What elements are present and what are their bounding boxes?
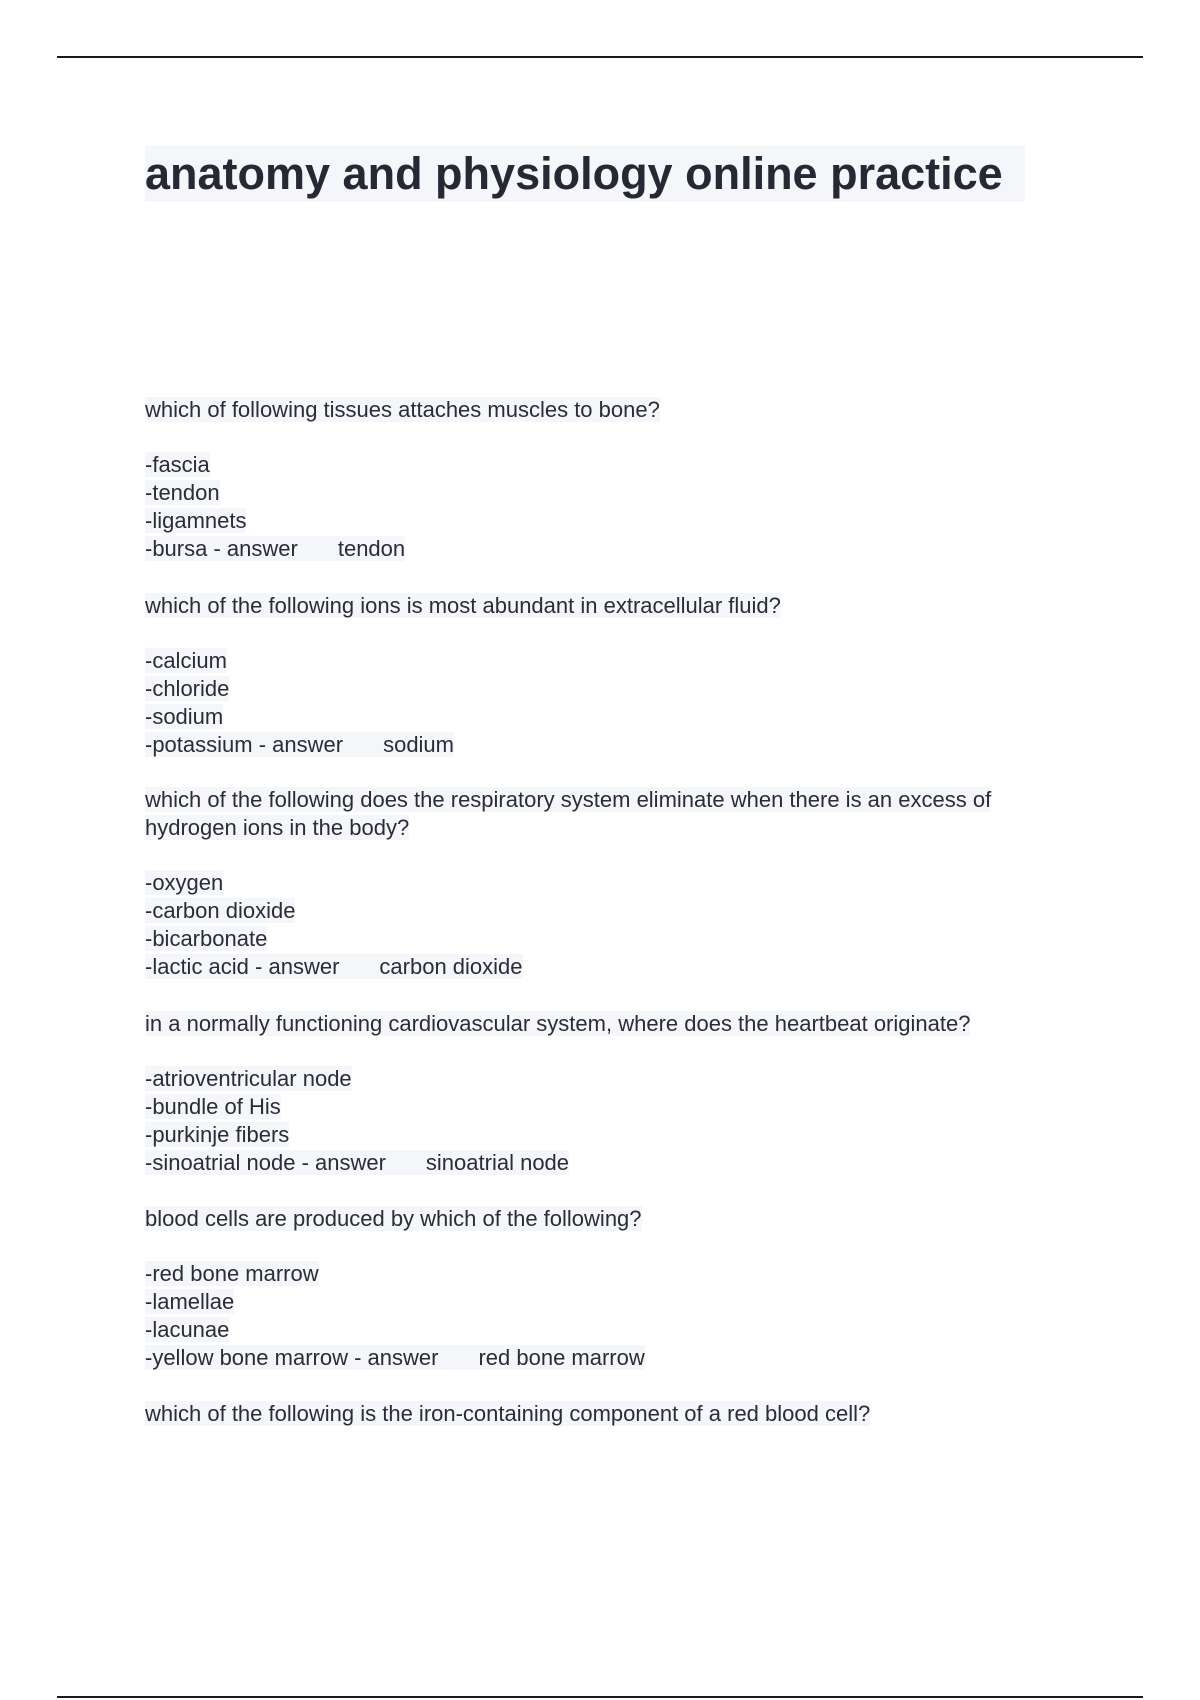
options-list	[145, 451, 1085, 563]
answer-label: - answer	[213, 536, 298, 561]
question-text: which of the following does the respiratory system eliminate when there is an excess of hydrogen ions in the body?	[145, 787, 992, 840]
document-title: anatomy and physiology online practice	[145, 146, 1025, 202]
option: -bundle of His	[145, 1094, 281, 1119]
question-block-5	[145, 1205, 1085, 1372]
answer-label: - answer	[301, 1150, 386, 1175]
question-block-6	[145, 1400, 1085, 1428]
bottom-rule	[57, 1696, 1143, 1698]
answer-label: - answer	[354, 1345, 439, 1370]
answer-text: red bone marrow	[478, 1345, 645, 1370]
question-text: which of the following ions is most abundant in extracellular fluid?	[145, 593, 781, 618]
option: -purkinje fibers	[145, 1122, 290, 1147]
option: -carbon dioxide	[145, 898, 296, 923]
answer-label: - answer	[258, 732, 344, 757]
option: -chloride	[145, 676, 230, 701]
question-block-1	[145, 396, 1085, 563]
option: -lacunae	[145, 1317, 230, 1342]
answer-text: sodium	[383, 732, 454, 757]
answer-label: - answer	[255, 954, 340, 979]
option-last: -sinoatrial node	[145, 1150, 296, 1175]
option: -bicarbonate	[145, 926, 268, 951]
option-last: -lactic acid	[145, 954, 249, 979]
option: -atrioventricular node	[145, 1066, 352, 1091]
answer-text: tendon	[337, 536, 406, 561]
top-rule	[57, 56, 1143, 58]
question-text: in a normally functioning cardiovascular system, where does the heartbeat originate?	[145, 1011, 971, 1036]
question-block-3	[145, 786, 1085, 981]
option: -fascia	[145, 452, 210, 477]
option-last: -potassium	[145, 732, 253, 757]
option: -ligamnets	[145, 508, 247, 533]
question-block-2	[145, 592, 1085, 759]
question-text: which of the following is the iron-containing component of a red blood cell?	[145, 1401, 871, 1426]
answer-text: sinoatrial node	[425, 1150, 570, 1175]
options-list	[145, 869, 1085, 981]
option-last: -bursa	[145, 536, 208, 561]
options-list	[145, 647, 1085, 759]
option: -red bone marrow	[145, 1261, 319, 1286]
option: -sodium	[145, 704, 224, 729]
option: -calcium	[145, 648, 227, 673]
question-block-4	[145, 1010, 1085, 1177]
option-last: -yellow bone marrow	[145, 1345, 348, 1370]
option: -oxygen	[145, 870, 224, 895]
answer-text: carbon dioxide	[379, 954, 523, 979]
option: -tendon	[145, 480, 220, 505]
options-list	[145, 1260, 1085, 1372]
options-list	[145, 1065, 1085, 1177]
question-text: blood cells are produced by which of the following?	[145, 1206, 642, 1231]
option: -lamellae	[145, 1289, 235, 1314]
question-text: which of following tissues attaches muscles to bone?	[145, 397, 660, 422]
